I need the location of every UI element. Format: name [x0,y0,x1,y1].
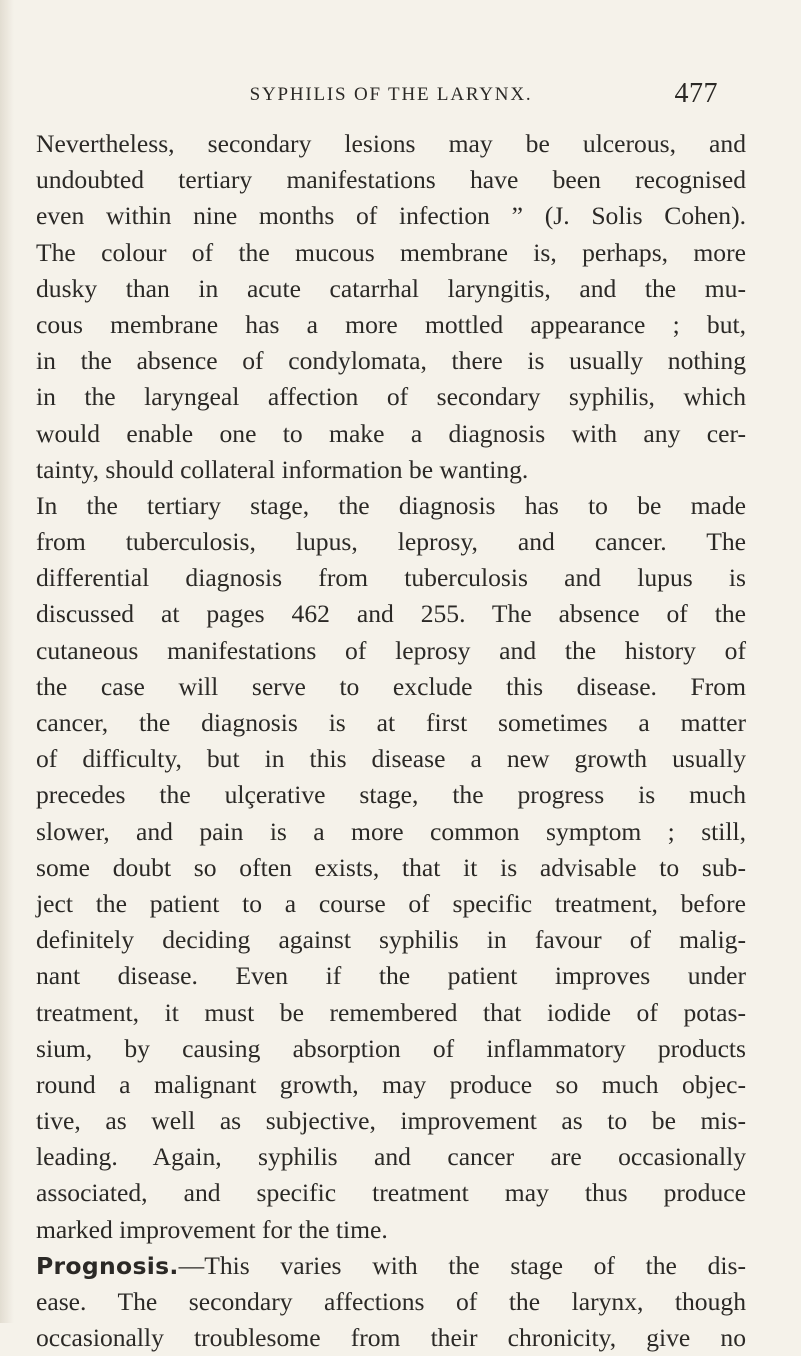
text-line: of difficulty, but in this disease a new growth usually [36,744,746,774]
text-line: tainty, should collateral information be wanting. [36,454,529,484]
text-line: ject the patient to a course of specific treatment, before [36,888,746,918]
text-line: In the tertiary stage, the diagnosis has to be made [36,490,746,520]
text-line: some doubt so often exists, that it is advisable to sub- [36,852,746,882]
text-line: the case will serve to exclude this disease. From [36,671,746,701]
text-line: Nevertheless, secondary lesions may be ulcerous, and [36,129,746,158]
text-line: in the absence of condylomata, there is usually nothing [36,346,746,376]
text-line: leading. Again, syphilis and cancer are occasionally [36,1142,746,1172]
page-number: 477 [674,78,718,109]
text-line: slower, and pain is a more common symptom ; still, [36,816,746,846]
text-line: dusky than in acute catarrhal laryngitis, and the mu- [36,273,746,303]
text-line: would enable one to make a diagnosis with any cer- [36,418,746,448]
text-line: The colour of the mucous membrane is, perhaps, more [36,237,746,267]
text-line: differential diagnosis from tuberculosis and lupus is [36,563,746,593]
text-line: undoubted tertiary manifestations have been recognised [36,165,746,195]
body-text [36,126,746,1356]
running-head: SYPHILIS OF THE LARYNX. [249,84,533,105]
prognosis-paragraph-start [36,1248,746,1284]
text-line: ease. The secondary affections of the larynx, though [36,1287,746,1316]
text-line: cutaneous manifestations of leprosy and the history of [36,635,746,665]
text-line: discussed at pages 462 and 255. The absence of the [36,599,746,629]
prognosis-heading: Prognosis. [36,1251,179,1280]
text-line: definitely deciding against syphilis in favour of malig- [36,925,746,955]
text-line: associated, and specific treatment may thus produce [36,1178,746,1208]
text-line: cous membrane has a more mottled appearance ; but, [36,309,746,339]
page-gutter-shadow [0,0,14,1323]
text-line: cancer, the diagnosis is at first sometimes a matter [36,708,746,737]
text-line: occasionally troublesome from their chronicity, give no [36,1323,746,1353]
text-line: tive, as well as subjective, improvement as to be mis- [36,1106,746,1136]
text-line: from tuberculosis, lupus, leprosy, and cancer. The [36,527,746,557]
text-line: nant disease. Even if the patient improves under [36,961,746,991]
text-line: precedes the ulçerative stage, the progress is much [36,780,746,810]
text-line: in the laryngeal affection of secondary syphilis, which [36,382,746,412]
text-line: even within nine months of infection ” (J. Solis Cohen). [36,201,746,231]
text-line: round a malignant growth, may produce so much objec- [36,1069,746,1099]
text-line: treatment, it must be remembered that iodide of potas- [36,997,746,1027]
text-line: sium, by causing absorption of inflammatory products [36,1033,746,1063]
text-line: marked improvement for the time. [36,1214,388,1244]
prognosis-first-line: —This varies with the stage of the dis- [178,1250,746,1280]
page-header [36,76,746,110]
